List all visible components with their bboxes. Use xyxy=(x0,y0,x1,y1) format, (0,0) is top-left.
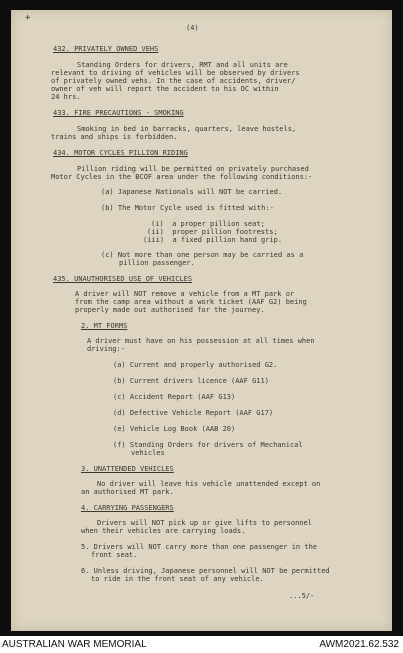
section-432-line: Standing Orders for drivers, RMT and all units are xyxy=(77,61,288,69)
mt-form-item: (c) Accident Report (AAF G13) xyxy=(113,393,236,401)
section-435-line: from the camp area without a work ticket (AAF G2) being xyxy=(75,298,307,306)
paragraph-2-line: driving:- xyxy=(87,345,125,353)
section-434-item-a: (a) Japanese Nationals will NOT be carried. xyxy=(101,188,283,196)
section-435-line: properly made out authorised for the journey. xyxy=(75,306,265,314)
mt-form-item-cont: vehicles xyxy=(131,449,165,457)
mt-form-item: (a) Current and properly authorised G2. xyxy=(113,361,278,369)
footer-bar xyxy=(0,636,403,653)
section-434-line: Motor Cycles in the BCOF area under the following conditions:- xyxy=(51,173,313,181)
document-page xyxy=(11,10,392,631)
paragraph-3-line: No driver will leave his vehicle unattended except on xyxy=(97,480,321,488)
mt-form-item: (b) Current drivers licence (AAF G11) xyxy=(113,377,269,385)
paragraph-5-line: 5. Drivers will NOT carry more than one passenger in the xyxy=(81,543,318,551)
section-432-line: owner of veh will report the accident to his OC within xyxy=(51,85,279,93)
section-434-line: Pillion riding will be permitted on privately purchased xyxy=(77,165,309,173)
section-433-line: trains and ships is forbidden. xyxy=(51,133,178,141)
section-434-item-b: (b) The Motor Cycle used is fitted with:- xyxy=(101,204,274,212)
mt-form-item: (d) Defective Vehicle Report (AAF G17) xyxy=(113,409,274,417)
paragraph-6-line: to ride in the front seat of any vehicle. xyxy=(91,575,264,583)
section-434-subitem: (i) a proper pillion seat; xyxy=(151,220,265,228)
paragraph-4-line: Drivers will NOT pick up or give lifts to personnel xyxy=(97,519,312,527)
paragraph-2-line: A driver must have on his possession at all times when xyxy=(87,337,315,345)
paragraph-4-line: when their vehicles are carrying loads. xyxy=(81,527,246,535)
corner-mark: + xyxy=(25,13,31,23)
section-434-heading: 434. MOTOR CYCLES PILLION RIDING xyxy=(53,149,188,157)
section-435-line: A driver will NOT remove a vehicle from a MT park or xyxy=(75,290,295,298)
section-434-item-c: (c) Not more than one person may be carried as a xyxy=(101,251,304,259)
mt-form-item: (e) Vehicle Log Book (AAB 20) xyxy=(113,425,236,433)
continuation-mark: ...5/- xyxy=(289,592,315,600)
section-432-line: 24 hrs. xyxy=(51,93,81,101)
section-432-line: of privately owned vehs. In the case of accidents, driver/ xyxy=(51,77,296,85)
section-434-item-c-cont: pillion passenger. xyxy=(119,259,195,267)
section-433-line: Smoking in bed in barracks, quarters, leave hostels, xyxy=(77,125,297,133)
paragraph-2-title: 2. MT FORMS xyxy=(81,322,128,330)
footer-institution: AUSTRALIAN WAR MEMORIAL xyxy=(2,639,147,650)
page-number: (4) xyxy=(186,24,199,32)
mt-form-item: (f) Standing Orders for drivers of Mechanical xyxy=(113,441,303,449)
section-434-subitem: (iii) a fixed pillion hand grip. xyxy=(143,236,283,244)
footer-accession-number: AWM2021.62.532 xyxy=(319,639,399,650)
paragraph-3-title: 3. UNATTENDED VEHICLES xyxy=(81,465,174,473)
section-434-subitem: (ii) proper pillion footrests; xyxy=(147,228,278,236)
section-432-heading: 432. PRIVATELY OWNED VEHS xyxy=(53,45,159,53)
document-body xyxy=(11,10,392,631)
section-435-heading: 435. UNAUTHORISED USE OF VEHICLES xyxy=(53,275,193,283)
paragraph-6-line: 6. Unless driving, Japanese personnel will NOT be permitted xyxy=(81,567,330,575)
section-433-heading: 433. FIRE PRECAUTIONS - SMOKING xyxy=(53,109,184,117)
section-432-line: relevant to driving of vehicles will be observed by drivers xyxy=(51,69,300,77)
paragraph-5-line: front seat. xyxy=(91,551,138,559)
paragraph-4-title: 4. CARRYING PASSENGERS xyxy=(81,504,174,512)
paragraph-3-line: an authorised MT park. xyxy=(81,488,174,496)
